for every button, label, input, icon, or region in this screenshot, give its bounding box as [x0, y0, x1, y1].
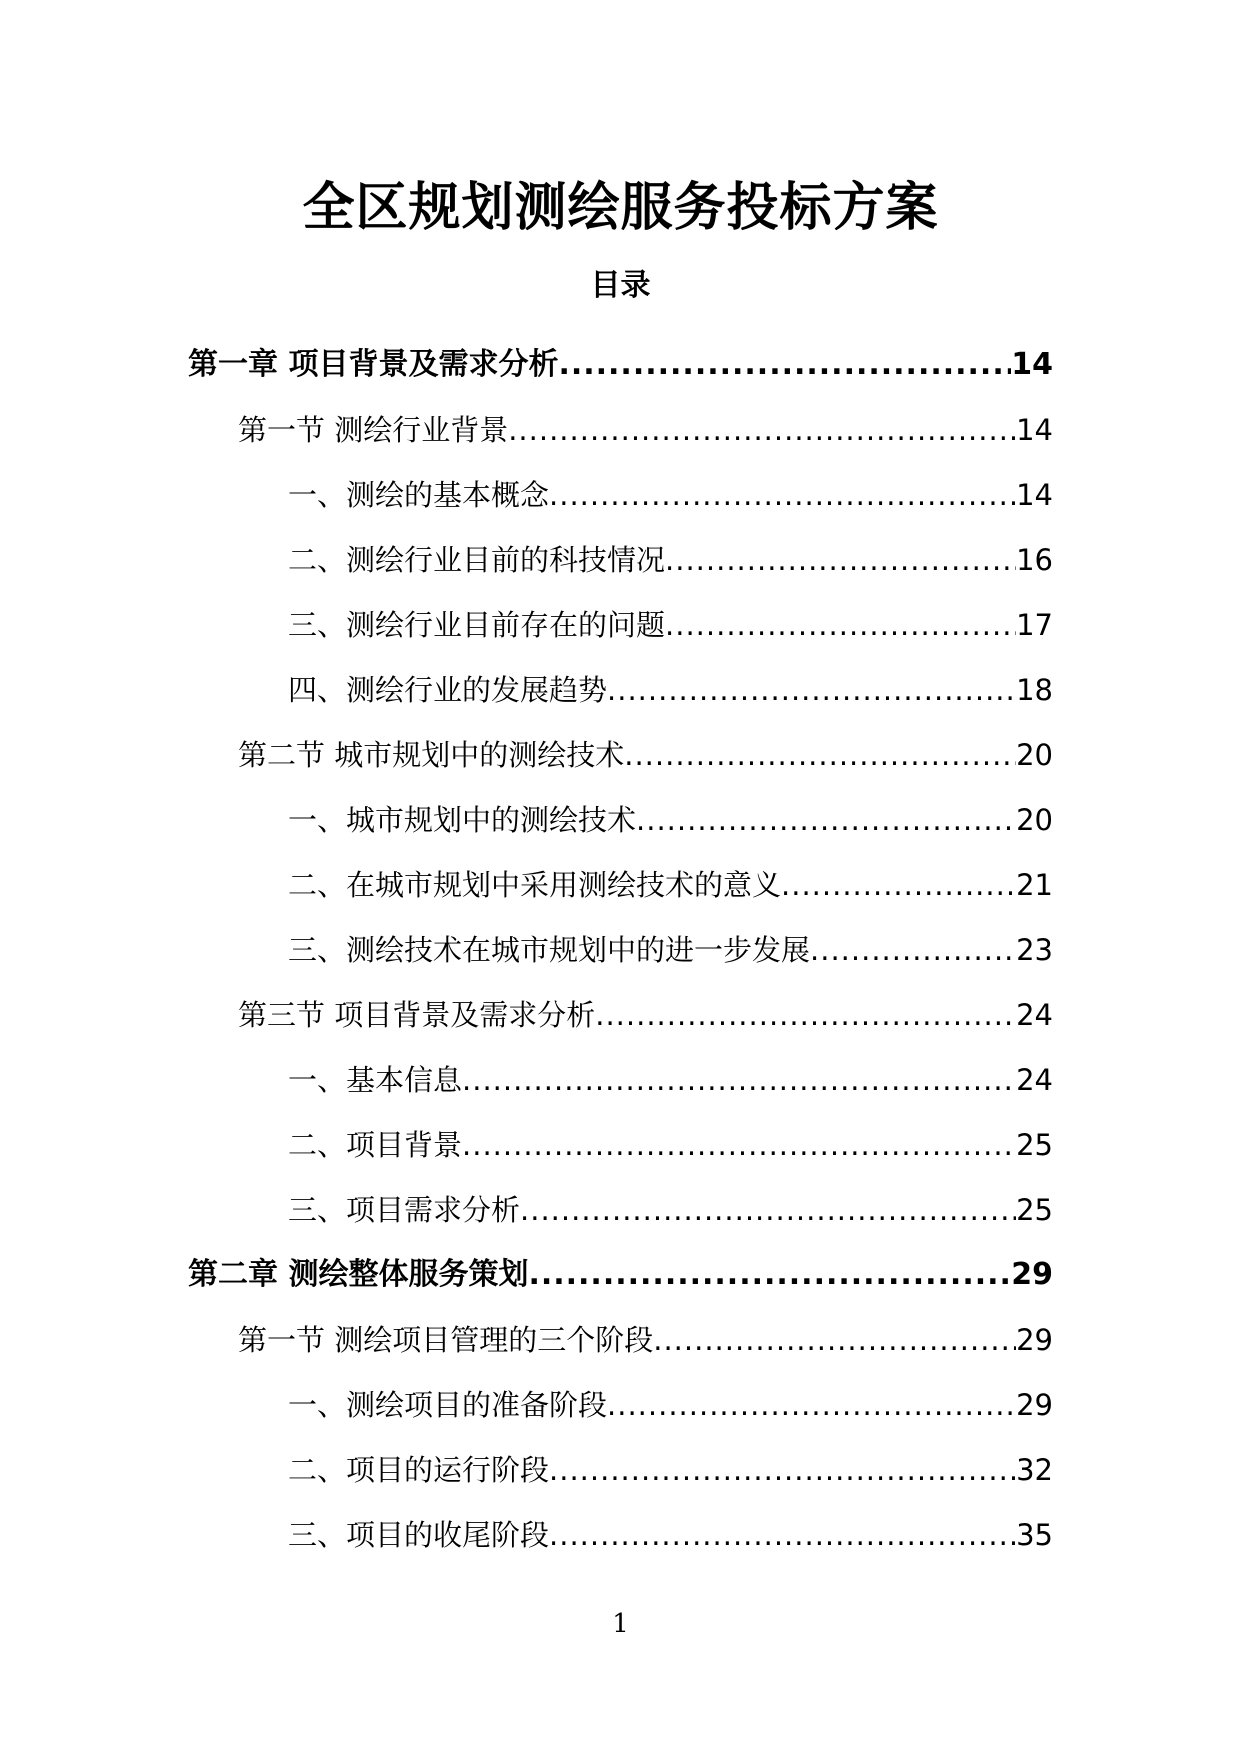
toc-entry[interactable] — [0, 1177, 1241, 1242]
toc-dot-leader — [520, 1190, 1016, 1230]
toc-dot-leader — [624, 735, 1016, 775]
toc-entry[interactable] — [0, 1372, 1241, 1437]
toc-entry-label: 第二节 城市规划中的测绘技术 — [238, 737, 625, 772]
toc-entry[interactable] — [0, 1437, 1241, 1502]
toc-dot-leader — [810, 930, 1016, 970]
toc-entry-label: 三、测绘技术在城市规划中的进一步发展 — [288, 932, 811, 967]
toc-dot-leader — [607, 1385, 1016, 1425]
toc-entry-label: 一、城市规划中的测绘技术 — [288, 802, 637, 837]
toc-entry[interactable] — [0, 1047, 1241, 1112]
toc-entry[interactable] — [0, 917, 1241, 982]
page-number: 1 — [612, 1609, 629, 1639]
toc-dot-leader — [558, 345, 1011, 385]
toc-entry-label: 一、测绘项目的准备阶段 — [288, 1387, 608, 1422]
toc-entry-label: 三、测绘行业目前存在的问题 — [288, 607, 666, 642]
table-of-contents — [0, 332, 1241, 1567]
toc-entry-page: 20 — [1016, 737, 1053, 772]
toc-entry-label: 三、项目需求分析 — [288, 1192, 521, 1227]
toc-entry[interactable] — [0, 1502, 1241, 1567]
toc-entry-page: 32 — [1016, 1452, 1053, 1487]
toc-entry[interactable] — [0, 722, 1241, 787]
toc-entry-label: 一、测绘的基本概念 — [288, 477, 550, 512]
toc-entry[interactable] — [0, 1112, 1241, 1177]
toc-entry-label: 二、测绘行业目前的科技情况 — [288, 542, 666, 577]
toc-entry-page: 24 — [1016, 1062, 1053, 1097]
toc-entry-label: 一、基本信息 — [288, 1062, 463, 1097]
toc-entry-page: 14 — [1011, 346, 1053, 382]
toc-dot-leader — [508, 410, 1016, 450]
toc-entry-page: 20 — [1016, 802, 1053, 837]
toc-entry[interactable] — [0, 527, 1241, 592]
toc-entry-page: 25 — [1016, 1192, 1053, 1227]
toc-entry[interactable] — [0, 1307, 1241, 1372]
toc-dot-leader — [549, 1450, 1016, 1490]
toc-dot-leader — [781, 865, 1016, 905]
toc-entry-label: 二、项目背景 — [288, 1127, 463, 1162]
toc-entry-page: 29 — [1011, 1256, 1053, 1292]
toc-entry[interactable] — [0, 462, 1241, 527]
toc-entry-label: 四、测绘行业的发展趋势 — [288, 672, 608, 707]
toc-entry[interactable] — [0, 657, 1241, 722]
toc-dot-leader — [607, 670, 1016, 710]
toc-entry-page: 14 — [1016, 412, 1053, 447]
toc-entry-label: 第一节 测绘项目管理的三个阶段 — [238, 1322, 654, 1357]
toc-entry[interactable] — [0, 592, 1241, 657]
toc-entry-page: 35 — [1016, 1517, 1053, 1552]
toc-dot-leader — [636, 800, 1016, 840]
toc-entry[interactable] — [0, 852, 1241, 917]
toc-entry-page: 18 — [1016, 672, 1053, 707]
toc-entry-page: 16 — [1016, 542, 1053, 577]
toc-entry-label: 第一节 测绘行业背景 — [238, 412, 509, 447]
toc-entry[interactable] — [0, 1242, 1241, 1307]
toc-entry-page: 14 — [1016, 477, 1053, 512]
toc-dot-leader — [462, 1125, 1016, 1165]
toc-entry-page: 24 — [1016, 997, 1053, 1032]
toc-dot-leader — [595, 995, 1016, 1035]
toc-entry[interactable] — [0, 787, 1241, 852]
toc-entry-page: 29 — [1016, 1322, 1053, 1357]
toc-dot-leader — [462, 1060, 1016, 1100]
toc-entry-label: 第二章 测绘整体服务策划 — [188, 1256, 529, 1292]
toc-dot-leader — [549, 1515, 1016, 1555]
toc-entry[interactable] — [0, 332, 1241, 397]
toc-entry-label: 三、项目的收尾阶段 — [288, 1517, 550, 1552]
toc-entry[interactable] — [0, 397, 1241, 462]
toc-entry-page: 29 — [1016, 1387, 1053, 1422]
toc-dot-leader — [665, 605, 1016, 645]
toc-entry-label: 第三节 项目背景及需求分析 — [238, 997, 596, 1032]
toc-entry-page: 23 — [1016, 932, 1053, 967]
document-title: 全区规划测绘服务投标方案 — [302, 178, 939, 238]
toc-entry-page: 17 — [1016, 607, 1053, 642]
toc-dot-leader — [528, 1255, 1011, 1295]
toc-dot-leader — [549, 475, 1016, 515]
toc-entry-page: 25 — [1016, 1127, 1053, 1162]
toc-heading: 目录 — [590, 268, 651, 303]
toc-dot-leader — [665, 540, 1016, 580]
toc-entry-label: 二、在城市规划中采用测绘技术的意义 — [288, 867, 782, 902]
toc-entry-label: 二、项目的运行阶段 — [288, 1452, 550, 1487]
toc-entry[interactable] — [0, 982, 1241, 1047]
toc-entry-page: 21 — [1016, 867, 1053, 902]
toc-entry-label: 第一章 项目背景及需求分析 — [188, 346, 559, 382]
toc-dot-leader — [653, 1320, 1016, 1360]
